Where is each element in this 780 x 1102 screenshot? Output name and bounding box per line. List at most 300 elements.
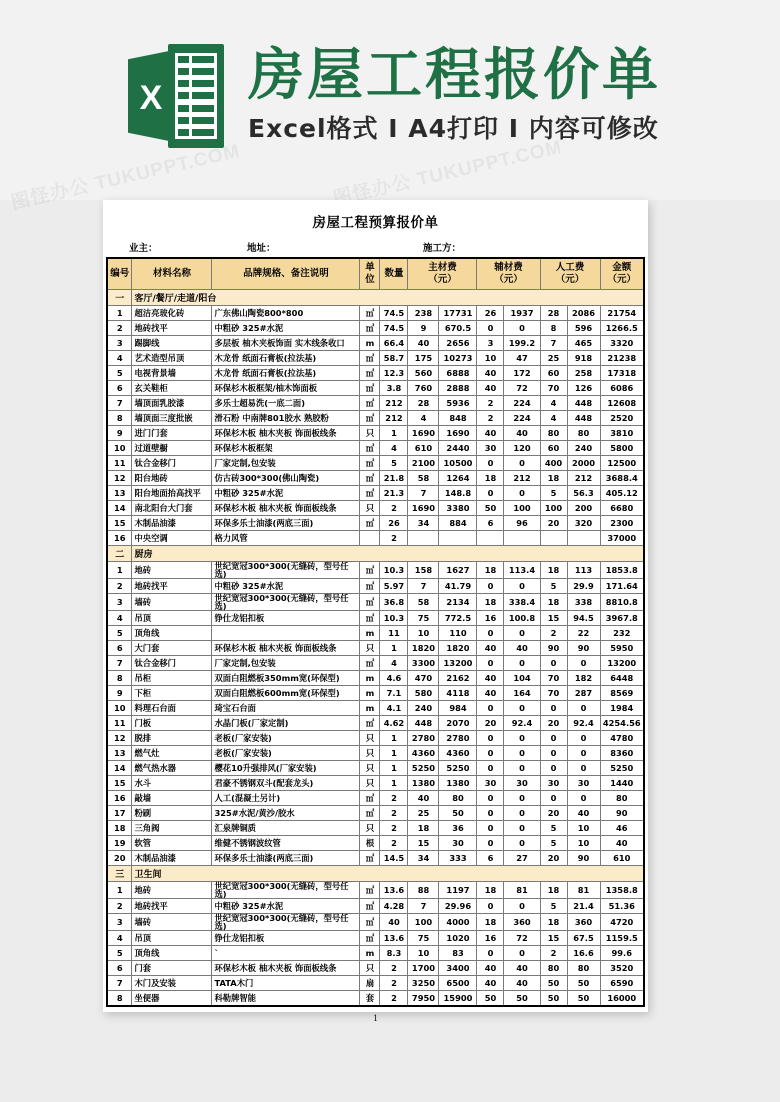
aux-unit-price: 0 [477, 731, 504, 746]
aux-total: 72 [504, 931, 540, 946]
labor-total: 67.5 [567, 931, 600, 946]
table-head [107, 258, 644, 290]
quantity: 8.3 [380, 946, 408, 961]
spec-note [212, 626, 360, 641]
quantity: 1 [380, 641, 408, 656]
aux-total [504, 531, 540, 546]
main-total: 1197 [439, 882, 477, 899]
labor-total: 50 [567, 976, 600, 991]
main-unit-price: 9 [408, 321, 439, 336]
quantity: 3.8 [380, 381, 408, 396]
material-name: 吊顶 [132, 611, 212, 626]
col-header-amount-label: 金额 [612, 262, 632, 273]
unit: ㎡ [360, 851, 380, 866]
col-header-labor-cost [540, 258, 600, 290]
row-no: 12 [107, 731, 132, 746]
table-row[interactable] [107, 351, 644, 366]
material-name: 艺术造型吊顶 [132, 351, 212, 366]
unit: ㎡ [360, 806, 380, 821]
main-total: 29.96 [439, 899, 477, 914]
labor-total: 287 [567, 686, 600, 701]
aux-unit-price: 0 [477, 701, 504, 716]
row-no: 8 [107, 411, 132, 426]
main-unit-price: 760 [408, 381, 439, 396]
labor-unit-price: 70 [540, 381, 567, 396]
table-row[interactable] [107, 746, 644, 761]
main-unit-price: 75 [408, 611, 439, 626]
amount: 6590 [600, 976, 644, 991]
main-unit-price [408, 531, 439, 546]
address-label: 地址： [247, 243, 276, 254]
material-name: 吊柜 [132, 671, 212, 686]
aux-total: 338.4 [504, 594, 540, 611]
main-total: 6500 [439, 976, 477, 991]
document-page [103, 200, 648, 1023]
table-row[interactable] [107, 626, 644, 641]
col-header-amount-unit: （元） [607, 274, 637, 285]
table-row[interactable] [107, 531, 644, 546]
amount: 21754 [600, 306, 644, 321]
aux-unit-price: 20 [477, 716, 504, 731]
main-total: 1264 [439, 471, 477, 486]
main-unit-price: 238 [408, 306, 439, 321]
labor-unit-price: 80 [540, 961, 567, 976]
main-unit-price: 15 [408, 836, 439, 851]
aux-unit-price: 40 [477, 686, 504, 701]
table-row[interactable] [107, 882, 644, 899]
aux-total: 0 [504, 701, 540, 716]
main-unit-price: 34 [408, 516, 439, 531]
table-row[interactable] [107, 716, 644, 731]
main-unit-price: 10 [408, 946, 439, 961]
amount: 4720 [600, 914, 644, 931]
aux-unit-price: 40 [477, 366, 504, 381]
amount: 2300 [600, 516, 644, 531]
spec-note: 环保杉木板框架/柚木饰面板 [212, 381, 360, 396]
table-row[interactable] [107, 836, 644, 851]
table-row[interactable] [107, 931, 644, 946]
aux-unit-price: 0 [477, 806, 504, 821]
row-no: 1 [107, 562, 132, 579]
main-unit-price: 240 [408, 701, 439, 716]
material-name: 墙顶面三度批嵌 [132, 411, 212, 426]
row-no: 9 [107, 686, 132, 701]
material-name: 敲墙 [132, 791, 212, 806]
table-row[interactable] [107, 791, 644, 806]
material-name: 下柜 [132, 686, 212, 701]
labor-unit-price: 5 [540, 821, 567, 836]
table-row[interactable] [107, 991, 644, 1007]
amount: 1440 [600, 776, 644, 791]
amount: 610 [600, 851, 644, 866]
aux-unit-price: 40 [477, 426, 504, 441]
col-header-amount [600, 258, 644, 290]
row-no: 18 [107, 821, 132, 836]
labor-total: 0 [567, 701, 600, 716]
section-index: 三 [107, 866, 132, 882]
table-row[interactable] [107, 806, 644, 821]
table-row[interactable] [107, 411, 644, 426]
main-unit-price: 34 [408, 851, 439, 866]
row-no: 7 [107, 976, 132, 991]
aux-total: 0 [504, 656, 540, 671]
main-total: 17731 [439, 306, 477, 321]
labor-total: 10 [567, 821, 600, 836]
table-row[interactable] [107, 976, 644, 991]
labor-unit-price: 5 [540, 836, 567, 851]
main-total: 13200 [439, 656, 477, 671]
material-name: 中央空调 [132, 531, 212, 546]
table-row[interactable] [107, 851, 644, 866]
spec-note: 环保多乐士油漆(两底三面) [212, 851, 360, 866]
main-unit-price: 7 [408, 486, 439, 501]
aux-total: 164 [504, 686, 540, 701]
labor-unit-price: 0 [540, 731, 567, 746]
labor-total: 240 [567, 441, 600, 456]
aux-unit-price: 0 [477, 946, 504, 961]
labor-total: 22 [567, 626, 600, 641]
spec-note: 中粗砂 325#水泥 [212, 321, 360, 336]
main-unit-price: 58 [408, 471, 439, 486]
main-total: 4360 [439, 746, 477, 761]
amount: 1853.8 [600, 562, 644, 579]
main-total: 2134 [439, 594, 477, 611]
aux-unit-price: 30 [477, 441, 504, 456]
amount: 1266.5 [600, 321, 644, 336]
main-unit-price: 4360 [408, 746, 439, 761]
row-no: 15 [107, 516, 132, 531]
unit: 只 [360, 641, 380, 656]
row-no: 2 [107, 579, 132, 594]
section-row [107, 290, 644, 306]
aux-unit-price [477, 531, 504, 546]
section-index: 一 [107, 290, 132, 306]
labor-unit-price: 20 [540, 516, 567, 531]
unit: ㎡ [360, 656, 380, 671]
labor-unit-price: 90 [540, 641, 567, 656]
main-unit-price: 7 [408, 579, 439, 594]
page-number: 1 [373, 1013, 378, 1023]
main-unit-price: 28 [408, 396, 439, 411]
row-no: 5 [107, 626, 132, 641]
quantity: 7.1 [380, 686, 408, 701]
spec-note: 世纪宽冠300*300(无缝砖，型号任选) [212, 914, 360, 931]
aux-unit-price: 18 [477, 882, 504, 899]
row-no: 10 [107, 701, 132, 716]
spec-note: 厂家定制,包安装 [212, 656, 360, 671]
labor-unit-price: 18 [540, 882, 567, 899]
aux-total: 47 [504, 351, 540, 366]
spec-note: 厂家定制,包安装 [212, 456, 360, 471]
quantity: 212 [380, 396, 408, 411]
unit: 扇 [360, 976, 380, 991]
labor-unit-price: 28 [540, 306, 567, 321]
col-header-labor-cost-label: 人工费 [555, 262, 585, 273]
labor-unit-price: 0 [540, 656, 567, 671]
table-row[interactable] [107, 366, 644, 381]
amount: 99.6 [600, 946, 644, 961]
material-name: 坐便器 [132, 991, 212, 1007]
labor-unit-price: 18 [540, 594, 567, 611]
spec-note: 环保杉木板 柚木夹板 饰面板线条 [212, 501, 360, 516]
table-row[interactable] [107, 396, 644, 411]
row-no: 17 [107, 806, 132, 821]
table-row[interactable] [107, 426, 644, 441]
table-row[interactable] [107, 686, 644, 701]
material-name: 阳台地面抬高找平 [132, 486, 212, 501]
table-row[interactable] [107, 516, 644, 531]
table-row[interactable] [107, 562, 644, 579]
quantity: 1 [380, 776, 408, 791]
unit: ㎡ [360, 351, 380, 366]
labor-unit-price: 70 [540, 671, 567, 686]
labor-total: 448 [567, 411, 600, 426]
labor-unit-price: 5 [540, 486, 567, 501]
aux-unit-price: 26 [477, 306, 504, 321]
amount: 1984 [600, 701, 644, 716]
main-unit-price: 560 [408, 366, 439, 381]
labor-total: 40 [567, 806, 600, 821]
labor-unit-price: 0 [540, 746, 567, 761]
material-name: 踢脚线 [132, 336, 212, 351]
col-header-main-cost-unit: （元） [428, 274, 457, 285]
main-total: 80 [439, 791, 477, 806]
main-total: 1820 [439, 641, 477, 656]
material-name: 墙顶面乳胶漆 [132, 396, 212, 411]
labor-total: 0 [567, 731, 600, 746]
aux-total: 40 [504, 641, 540, 656]
aux-total: 224 [504, 396, 540, 411]
unit: ㎡ [360, 914, 380, 931]
aux-total: 360 [504, 914, 540, 931]
labor-unit-price: 80 [540, 426, 567, 441]
main-unit-price: 7950 [408, 991, 439, 1007]
labor-total: 360 [567, 914, 600, 931]
quantity: 2 [380, 836, 408, 851]
aux-unit-price: 10 [477, 351, 504, 366]
aux-total: 40 [504, 961, 540, 976]
row-no: 5 [107, 366, 132, 381]
aux-unit-price: 40 [477, 976, 504, 991]
aux-total: 199.2 [504, 336, 540, 351]
main-unit-price: 1820 [408, 641, 439, 656]
main-unit-price: 158 [408, 562, 439, 579]
spec-note: 环保杉木板 柚木夹板 饰面板线条 [212, 426, 360, 441]
unit: ㎡ [360, 516, 380, 531]
labor-unit-price: 400 [540, 456, 567, 471]
unit: 只 [360, 961, 380, 976]
aux-unit-price: 16 [477, 611, 504, 626]
table-row[interactable] [107, 441, 644, 456]
unit: 根 [360, 836, 380, 851]
table-row[interactable] [107, 641, 644, 656]
labor-unit-price: 60 [540, 366, 567, 381]
unit: ㎡ [360, 366, 380, 381]
amount: 17318 [600, 366, 644, 381]
unit: 只 [360, 776, 380, 791]
table-row[interactable] [107, 914, 644, 931]
table-row[interactable] [107, 486, 644, 501]
unit: ㎡ [360, 791, 380, 806]
material-name: 地砖找平 [132, 579, 212, 594]
material-name: 大门套 [132, 641, 212, 656]
labor-total: 0 [567, 761, 600, 776]
labor-unit-price: 50 [540, 976, 567, 991]
material-name: 地砖 [132, 882, 212, 899]
aux-unit-price: 40 [477, 671, 504, 686]
aux-unit-price: 40 [477, 381, 504, 396]
table-row[interactable] [107, 961, 644, 976]
labor-unit-price: 50 [540, 991, 567, 1007]
material-name: 木制品油漆 [132, 516, 212, 531]
spec-note: 环保杉木板框架 [212, 441, 360, 456]
spec-note: 仿古砖300*300(佛山陶瓷) [212, 471, 360, 486]
spec-note: 铮仕龙铝扣板 [212, 611, 360, 626]
quantity: 26 [380, 516, 408, 531]
watermark: 图怪办公 TUKUPPT.COM [9, 140, 243, 215]
quantity: 2 [380, 531, 408, 546]
material-name: 地砖找平 [132, 321, 212, 336]
spec-note: 君豪不锈钢双斗(配套龙头) [212, 776, 360, 791]
table-row[interactable] [107, 306, 644, 321]
row-no: 3 [107, 914, 132, 931]
aux-total: 0 [504, 946, 540, 961]
amount: 2520 [600, 411, 644, 426]
main-total: 1690 [439, 426, 477, 441]
table-row[interactable] [107, 701, 644, 716]
amount: 5250 [600, 761, 644, 776]
spec-note: 水晶门板(厂家定制) [212, 716, 360, 731]
labor-unit-price: 18 [540, 562, 567, 579]
labor-unit-price: 100 [540, 501, 567, 516]
quantity: 36.8 [380, 594, 408, 611]
unit: ㎡ [360, 306, 380, 321]
main-total: 3380 [439, 501, 477, 516]
table-row[interactable] [107, 336, 644, 351]
table-row[interactable] [107, 456, 644, 471]
table-row[interactable] [107, 579, 644, 594]
spec-note: 中粗砂 325#水泥 [212, 486, 360, 501]
aux-unit-price: 0 [477, 626, 504, 641]
table-row[interactable] [107, 899, 644, 914]
spec-note: 世纪宽冠300*300(无缝砖，型号任选) [212, 882, 360, 899]
table-row[interactable] [107, 611, 644, 626]
material-name: 水斗 [132, 776, 212, 791]
spec-note: 格力风管 [212, 531, 360, 546]
main-unit-price: 175 [408, 351, 439, 366]
spec-note: 中粗砂 325#水泥 [212, 579, 360, 594]
labor-total: 50 [567, 991, 600, 1007]
main-unit-price: 448 [408, 716, 439, 731]
table-row[interactable] [107, 731, 644, 746]
row-no: 11 [107, 456, 132, 471]
row-no: 7 [107, 656, 132, 671]
aux-total: 30 [504, 776, 540, 791]
labor-total [567, 531, 600, 546]
row-no: 7 [107, 396, 132, 411]
row-no: 5 [107, 946, 132, 961]
amount: 6086 [600, 381, 644, 396]
row-no: 6 [107, 381, 132, 396]
main-unit-price: 3300 [408, 656, 439, 671]
table-row[interactable] [107, 381, 644, 396]
labor-total: 918 [567, 351, 600, 366]
unit: m [360, 701, 380, 716]
unit: ㎡ [360, 486, 380, 501]
col-header-main-cost [408, 258, 477, 290]
table-row[interactable] [107, 656, 644, 671]
labor-unit-price: 70 [540, 686, 567, 701]
aux-total: 81 [504, 882, 540, 899]
amount: 80 [600, 791, 644, 806]
labor-total: 94.5 [567, 611, 600, 626]
aux-total: 0 [504, 746, 540, 761]
spec-note: 木龙骨 纸面石膏板(拉法基) [212, 351, 360, 366]
main-total: 1627 [439, 562, 477, 579]
main-total: 884 [439, 516, 477, 531]
spec-note: 滑石粉 中南牌801胶水 熟胶粉 [212, 411, 360, 426]
row-no: 8 [107, 991, 132, 1007]
aux-total: 0 [504, 321, 540, 336]
main-unit-price: 100 [408, 914, 439, 931]
row-no: 1 [107, 882, 132, 899]
aux-unit-price: 0 [477, 456, 504, 471]
material-name: 玄关鞋柜 [132, 381, 212, 396]
unit: ㎡ [360, 471, 380, 486]
labor-total: 80 [567, 426, 600, 441]
table-row[interactable] [107, 321, 644, 336]
table-row[interactable] [107, 501, 644, 516]
main-unit-price: 7 [408, 899, 439, 914]
table-row[interactable] [107, 471, 644, 486]
table-row[interactable] [107, 761, 644, 776]
aux-total: 113.4 [504, 562, 540, 579]
amount: 8810.8 [600, 594, 644, 611]
spec-note: 世纪宽冠300*300(无缝砖，型号任选) [212, 594, 360, 611]
quantity: 1 [380, 731, 408, 746]
aux-unit-price: 18 [477, 914, 504, 931]
table-row[interactable] [107, 946, 644, 961]
table-row[interactable] [107, 594, 644, 611]
aux-total: 0 [504, 579, 540, 594]
table-row[interactable] [107, 821, 644, 836]
material-name: 进门门套 [132, 426, 212, 441]
aux-total: 0 [504, 899, 540, 914]
aux-unit-price: 40 [477, 961, 504, 976]
table-row[interactable] [107, 776, 644, 791]
aux-total: 0 [504, 836, 540, 851]
labor-total: 182 [567, 671, 600, 686]
quantity: 212 [380, 411, 408, 426]
excel-logo-grid-icon [175, 53, 217, 139]
table-row[interactable] [107, 671, 644, 686]
spec-note: TATA木门 [212, 976, 360, 991]
unit: ㎡ [360, 611, 380, 626]
main-unit-price: 4 [408, 411, 439, 426]
labor-total: 338 [567, 594, 600, 611]
spec-note: 世纪宽冠300*300(无缝砖，型号任选) [212, 562, 360, 579]
labor-total: 448 [567, 396, 600, 411]
unit: 只 [360, 821, 380, 836]
aux-unit-price: 0 [477, 899, 504, 914]
section-index: 二 [107, 546, 132, 562]
material-name: 木制品油漆 [132, 851, 212, 866]
material-name: 墙砖 [132, 914, 212, 931]
row-no: 12 [107, 471, 132, 486]
main-total: 5250 [439, 761, 477, 776]
spec-note: 双面白阻燃板350mm宽(环保型) [212, 671, 360, 686]
main-total: 110 [439, 626, 477, 641]
